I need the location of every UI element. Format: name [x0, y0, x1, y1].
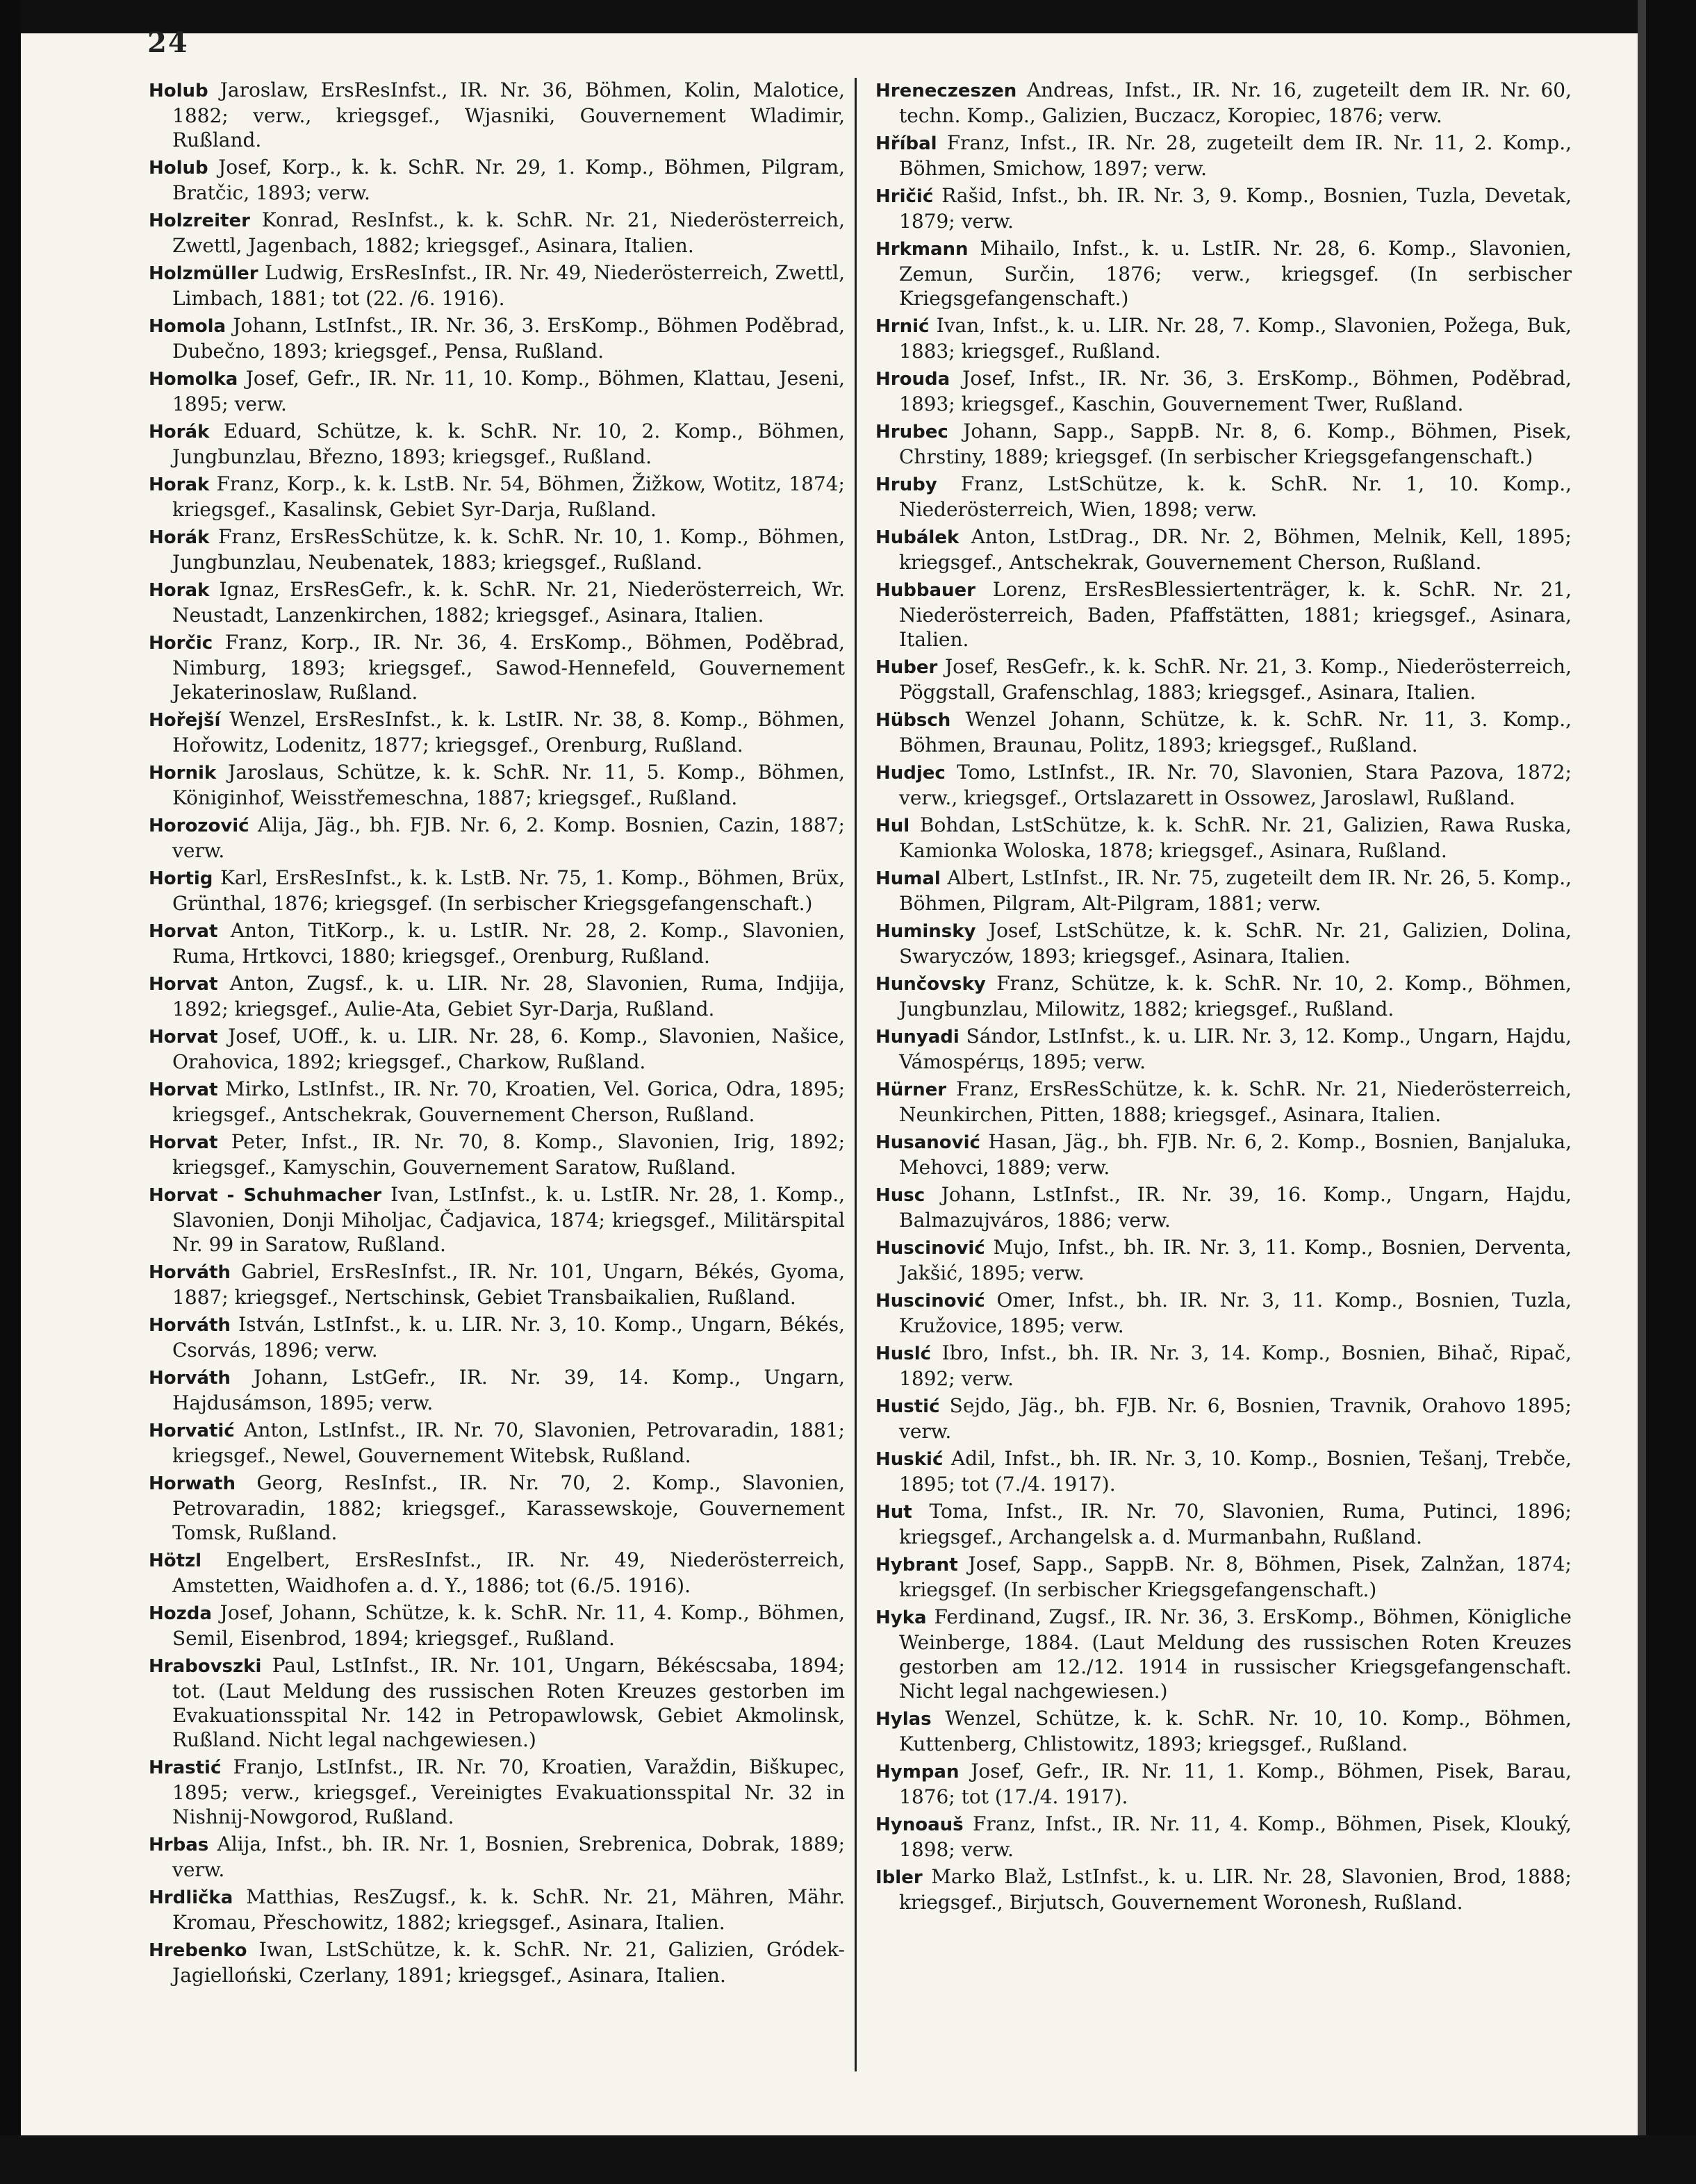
list-item [875, 472, 1572, 522]
list-item [149, 1182, 845, 1257]
list-item [875, 1759, 1572, 1809]
entry-details: Ferdinand, Zugsf., IR. Nr. 36, 3. ErsKomp., Böhmen, Königliche Weinberge, 1884. (Laut Meldung des russischen Roten Kreuzes gestorben am 12./12. 1914 in russischer Kriegsgefangenschaft. Nicht legal nachgewiesen.) [899, 1605, 1572, 1703]
list-item [875, 236, 1572, 311]
entry-surname: Hrdlička [149, 1887, 233, 1908]
entry-details: Rašid, Infst., bh. IR. Nr. 3, 9. Komp., Bosnien, Tuzla, Devetak, 1879; verw. [899, 184, 1572, 233]
entry-details: Johann, Sapp., SappB. Nr. 8, 6. Komp., Böhmen, Pisek, Chrstiny, 1889; kriegsgef. (In serbischer Kriegsgefangenschaft.) [899, 420, 1572, 468]
list-item [875, 654, 1572, 704]
entry-surname: Hubálek [875, 527, 960, 548]
entry-surname: Hornik [149, 763, 217, 784]
entry-surname: Horak [149, 474, 210, 495]
entry-surname: Horvat [149, 1079, 218, 1100]
entry-details: Johann, LstInfst., IR. Nr. 39, 16. Komp., Ungarn, Hajdu, Balmazujváros, 1886; verw. [899, 1183, 1572, 1232]
entry-surname: Horvat [149, 1132, 218, 1153]
entry-details: Josef, ResGefr., k. k. SchR. Nr. 21, 3. Komp., Niederösterreich, Pöggstall, Grafenschlag, 1883; kriegsgef., Asinara, Italien. [899, 655, 1572, 704]
entry-surname: Holzreiter [149, 210, 250, 231]
entry-surname: Ibler [875, 1867, 923, 1888]
entry-details: Franz, LstSchütze, k. k. SchR. Nr. 1, 10. Komp., Niederösterreich, Wien, 1898; verw. [899, 472, 1572, 521]
list-item [875, 577, 1572, 652]
list-item [149, 918, 845, 968]
list-item [149, 1024, 845, 1074]
entry-details: Omer, Infst., bh. IR. Nr. 3, 11. Komp., Bosnien, Tuzla, Kružovice, 1895; verw. [899, 1289, 1572, 1337]
list-item [149, 524, 845, 574]
entry-surname: Hrastić [149, 1757, 222, 1778]
entry-details: Georg, ResInfst., IR. Nr. 70, 2. Komp., Slavonien, Petrovaradin, 1882; kriegsgef., Karassewskoje, Gouvernement Tomsk, Rußland. [172, 1471, 845, 1544]
entry-details: Franjo, LstInfst., IR. Nr. 70, Kroatien, Varaždin, Biškupec, 1895; verw., kriegsgef., Vereinigtes Evakuationsspital Nr. 32 in Nishnij-Nowgorod, Rußland. [172, 1755, 845, 1828]
entry-surname: Hrbas [149, 1835, 209, 1855]
entry-details: Ivan, Infst., k. u. LIR. Nr. 28, 7. Komp., Slavonien, Požega, Buk, 1883; kriegsgef., Rußland. [899, 314, 1572, 363]
entry-details: Wenzel, Schütze, k. k. SchR. Nr. 10, 10. Komp., Böhmen, Kuttenberg, Chlistowitz, 1893; kriegsgef., Rußland. [899, 1707, 1572, 1755]
entry-details: Josef, Korp., k. k. SchR. Nr. 29, 1. Komp., Böhmen, Pilgram, Bratčic, 1893; verw. [172, 156, 846, 204]
page-number: 24 [147, 26, 189, 59]
entry-details: Alija, Jäg., bh. FJB. Nr. 6, 2. Komp. Bosnien, Cazin, 1887; verw. [172, 813, 845, 862]
entry-surname: Hrebenko [149, 1940, 247, 1961]
entry-details: Iwan, LstSchütze, k. k. SchR. Nr. 21, Galizien, Gródek-Jagielloński, Czerlany, 1891; kriegsgef., Asinara, Italien. [172, 1938, 845, 1987]
entry-surname: Holub [149, 158, 208, 179]
entry-details: Johann, LstInfst., IR. Nr. 36, 3. ErsKomp., Böhmen Poděbrad, Dubečno, 1893; kriegsgef., Pensa, Rußland. [172, 314, 845, 363]
entry-surname: Hrnić [875, 316, 930, 337]
entry-surname: Horák [149, 422, 210, 442]
entry-surname: Horwath [149, 1473, 236, 1494]
entry-surname: Hylas [875, 1709, 932, 1730]
entry-surname: Hustić [875, 1396, 940, 1417]
entry-surname: Hořejší [149, 710, 221, 731]
list-item [875, 1130, 1572, 1180]
entry-surname: Hybrant [875, 1555, 958, 1575]
entry-details: Karl, ErsResInfst., k. k. LstB. Nr. 75, 1. Komp., Böhmen, Brüx, Grünthal, 1876; kriegsgef. (In serbischer Kriegsgefangenschaft.) [172, 866, 845, 915]
entry-surname: Hübsch [875, 710, 951, 731]
entry-details: Sándor, LstInfst., k. u. LIR. Nr. 3, 12. Komp., Ungarn, Hajdu, Vámospérцs, 1895; verw. [899, 1025, 1572, 1073]
entry-surname: Horozović [149, 816, 249, 836]
list-item [875, 1499, 1572, 1549]
entry-surname: Homola [149, 316, 227, 337]
entry-details: Toma, Infst., IR. Nr. 70, Slavonien, Ruma, Putinci, 1896; kriegsgef., Archangelsk a. d. Murmanbahn, Rußland. [899, 1500, 1572, 1548]
list-item [149, 1832, 845, 1882]
entry-surname: Horvat [149, 1027, 218, 1048]
entry-details: Alija, Infst., bh. IR. Nr. 1, Bosnien, Srebrenica, Dobrak, 1889; verw. [172, 1833, 846, 1881]
entry-details: Josef, Gefr., IR. Nr. 11, 1. Komp., Böhmen, Pisek, Barau, 1876; tot (17./4. 1917). [899, 1760, 1572, 1808]
entry-details: Josef, Infst., IR. Nr. 36, 3. ErsKomp., Böhmen, Poděbrad, 1893; kriegsgef., Kaschin, Gouvernement Twer, Rußland. [899, 367, 1572, 415]
entry-details: Gabriel, ErsResInfst., IR. Nr. 101, Ungarn, Békés, Gyoma, 1887; kriegsgef., Nertschinsk, Gebiet Transbaikalien, Rußland. [172, 1260, 845, 1309]
list-item [149, 155, 845, 205]
list-item [875, 1864, 1572, 1914]
entry-details: Lorenz, ErsResBlessiertenträger, k. k. SchR. Nr. 21, Niederösterreich, Baden, Pfaffstätten, 1881; kriegsgef., Asinara, Italien. [899, 578, 1572, 651]
list-item [875, 313, 1572, 363]
entry-details: Mujo, Infst., bh. IR. Nr. 3, 11. Komp., Bosnien, Derventa, Jakšić, 1895; verw. [899, 1236, 1572, 1284]
right-column [875, 78, 1572, 1917]
list-item [149, 630, 845, 704]
entry-details: Franz, Infst., IR. Nr. 28, zugeteilt dem IR. Nr. 11, 2. Komp., Böhmen, Smichow, 1897; verw. [899, 131, 1572, 180]
list-item [149, 78, 845, 152]
entry-details: Franz, Korp., k. k. LstB. Nr. 54, Böhmen, Žižkow, Wotitz, 1874; kriegsgef., Kasalinsk, Gebiet Syr-Darja, Rußland. [172, 472, 845, 521]
entry-details: Anton, TitKorp., k. u. LstIR. Nr. 28, 2. Komp., Slavonien, Ruma, Hrtkovci, 1880; kriegsgef., Orenburg, Rußland. [172, 919, 845, 968]
scan-border-left [0, 0, 21, 2184]
entry-details: Engelbert, ErsResInfst., IR. Nr. 49, Niederösterreich, Amstetten, Waidhofen a. d. Y., 1886; tot (6./5. 1916). [172, 1548, 845, 1597]
entry-surname: Hul [875, 816, 910, 836]
entry-details: Paul, LstInfst., IR. Nr. 101, Ungarn, Békéscsaba, 1894; tot. (Laut Meldung des russischen Roten Kreuzes gestorben im Evakuationsspital Nr. 142 in Petropawlowsk, Gebiet Akmolinsk, Rußland. Nicht legal nachgewiesen.) [172, 1654, 845, 1751]
entry-details: István, LstInfst., k. u. LIR. Nr. 3, 10. Komp., Ungarn, Békés, Csorvás, 1896; verw. [172, 1313, 845, 1362]
entry-details: Jaroslaw, ErsResInfst., IR. Nr. 36, Böhmen, Kolin, Malotice, 1882; verw., kriegsgef., Wjasniki, Gouvernement Wladimir, Rußland. [172, 78, 845, 151]
list-item [149, 1653, 845, 1752]
entry-details: Tomo, LstInfst., IR. Nr. 70, Slavonien, Stara Pazova, 1872; verw., kriegsgef., Ortslazarett in Ossowez, Jaroslawl, Rußland. [899, 761, 1572, 809]
entry-details: Ignaz, ErsResGefr., k. k. SchR. Nr. 21, Niederösterreich, Wr. Neustadt, Lanzenkirchen, 1882; kriegsgef., Asinara, Italien. [172, 578, 846, 627]
entry-surname: Horák [149, 527, 210, 548]
list-item [875, 1605, 1572, 1703]
list-item [875, 760, 1572, 810]
list-item [875, 78, 1572, 128]
entry-surname: Holzmüller [149, 263, 258, 284]
list-item [149, 1471, 845, 1545]
entry-details: Franz, ErsResSchütze, k. k. SchR. Nr. 10, 1. Komp., Böhmen, Jungbunzlau, Neubenatek, 1883; kriegsgef., Rußland. [172, 525, 845, 574]
entry-surname: Husc [875, 1185, 925, 1206]
entry-surname: Hreneczeszen [875, 81, 1017, 101]
entry-surname: Homolka [149, 369, 238, 390]
entry-surname: Hympan [875, 1762, 960, 1782]
list-item [149, 866, 845, 916]
list-item [875, 1235, 1572, 1285]
entry-surname: Hrabovszki [149, 1656, 262, 1677]
list-item [875, 1182, 1572, 1232]
entry-surname: Huminsky [875, 921, 976, 942]
entry-surname: Huber [875, 657, 938, 678]
list-item [875, 1446, 1572, 1496]
list-item [149, 1548, 845, 1598]
list-item [875, 918, 1572, 968]
list-item [875, 1077, 1572, 1127]
list-item [149, 707, 845, 757]
list-item [149, 1885, 845, 1935]
list-item [875, 1812, 1572, 1862]
entry-details: Peter, Infst., IR. Nr. 70, 8. Komp., Slavonien, Irig, 1892; kriegsgef., Kamyschin, Gouvernement Saratow, Rußland. [172, 1130, 845, 1179]
entry-details: Sejdo, Jäg., bh. FJB. Nr. 6, Bosnien, Travnik, Orahovo 1895; verw. [899, 1394, 1572, 1443]
entry-details: Anton, LstInfst., IR. Nr. 70, Slavonien, Petrovaradin, 1881; kriegsgef., Newel, Gouvernement Witebsk, Rußland. [172, 1418, 845, 1467]
entry-details: Albert, LstInfst., IR. Nr. 75, zugeteilt dem IR. Nr. 26, 5. Komp., Böhmen, Pilgram, Alt-Pilgram, 1881; verw. [899, 866, 1572, 915]
entry-surname: Huscinović [875, 1291, 985, 1312]
list-item [149, 1259, 845, 1309]
list-item [149, 971, 845, 1021]
entry-details: Eduard, Schütze, k. k. SchR. Nr. 10, 2. Komp., Böhmen, Jungbunzlau, Březno, 1893; kriegsgef., Rußland. [172, 420, 845, 468]
entry-surname: Holub [149, 81, 208, 101]
entry-surname: Hynoauš [875, 1814, 964, 1835]
entry-details: Matthias, ResZugsf., k. k. SchR. Nr. 21, Mähren, Mähr. Kromau, Přeschowitz, 1882; kriegsgef., Asinara, Italien. [172, 1885, 846, 1934]
entry-surname: Horváth [149, 1262, 231, 1283]
entry-surname: Hruby [875, 474, 937, 495]
list-item [875, 1288, 1572, 1338]
entry-details: Franz, Korp., IR. Nr. 36, 4. ErsKomp., Böhmen, Poděbrad, Nimburg, 1893; kriegsgef., Sawod-Hennefeld, Gouvernement Jekaterinoslaw, Rußland. [172, 631, 845, 704]
entry-surname: Horvat [149, 974, 218, 995]
entry-details: Josef, LstSchütze, k. k. SchR. Nr. 21, Galizien, Dolina, Swaryczów, 1893; kriegsgef., Asinara, Italien. [899, 919, 1572, 968]
entry-details: Jaroslaus, Schütze, k. k. SchR. Nr. 11, 5. Komp., Böhmen, Königinhof, Weisstřemeschna, 1887; kriegsgef., Rußland. [172, 761, 845, 809]
entry-surname: Hrouda [875, 369, 950, 390]
entry-surname: Horvat [149, 921, 218, 942]
list-item [875, 971, 1572, 1021]
entry-surname: Horčic [149, 633, 213, 654]
list-item [875, 707, 1572, 757]
list-item [875, 1024, 1572, 1074]
entry-surname: Hyka [875, 1607, 927, 1628]
entry-details: Franz, ErsResSchütze, k. k. SchR. Nr. 21, Niederösterreich, Neunkirchen, Pitten, 1888; kriegsgef., Asinara, Italien. [899, 1077, 1572, 1126]
entry-surname: Horvatić [149, 1421, 235, 1441]
entry-details: Ludwig, ErsResInfst., IR. Nr. 49, Niederösterreich, Zwettl, Limbach, 1881; tot (22. /6. 1916). [172, 261, 845, 310]
entry-details: Johann, LstGefr., IR. Nr. 39, 14. Komp., Ungarn, Hajdusámson, 1895; verw. [172, 1366, 845, 1414]
list-item [875, 1706, 1572, 1756]
entry-details: Wenzel Johann, Schütze, k. k. SchR. Nr. 11, 3. Komp., Böhmen, Braunau, Politz, 1893; kriegsgef., Rußland. [899, 708, 1572, 756]
list-item [875, 524, 1572, 574]
entry-details: Konrad, ResInfst., k. k. SchR. Nr. 21, Niederösterreich, Zwettl, Jagenbach, 1882; kriegsgef., Asinara, Italien. [172, 208, 845, 257]
list-item [149, 760, 845, 810]
entry-surname: Hozda [149, 1603, 212, 1624]
entry-details: Ibro, Infst., bh. IR. Nr. 3, 14. Komp., Bosnien, Bihač, Ripač, 1892; verw. [899, 1341, 1572, 1390]
entry-details: Franz, Schütze, k. k. SchR. Nr. 10, 2. Komp., Böhmen, Jungbunzlau, Milowitz, 1882; kriegsgef., Rußland. [899, 972, 1572, 1020]
entry-details: Mirko, LstInfst., IR. Nr. 70, Kroatien, Vel. Gorica, Odra, 1895; kriegsgef., Antschekrak, Gouvernement Cherson, Rußland. [172, 1077, 846, 1126]
list-item [875, 1552, 1572, 1602]
list-item [149, 366, 845, 416]
list-item [875, 366, 1572, 416]
list-item [149, 813, 845, 863]
entry-surname: Hunyadi [875, 1027, 960, 1048]
entry-details: Bohdan, LstSchütze, k. k. SchR. Nr. 21, Galizien, Rawa Ruska, Kamionka Woloska, 1878; kriegsgef., Asinara, Rußland. [899, 813, 1572, 862]
list-item [149, 208, 845, 258]
entry-surname: Hürner [875, 1079, 947, 1100]
list-item [875, 183, 1572, 233]
list-item [149, 313, 845, 363]
entry-surname: Huscinović [875, 1238, 985, 1259]
list-item [149, 1600, 845, 1651]
column-divider [855, 78, 857, 2071]
list-item [149, 472, 845, 522]
entry-details: Anton, Zugsf., k. u. LIR. Nr. 28, Slavonien, Ruma, Indjija, 1892; kriegsgef., Aulie-Ata, Gebiet Syr-Darja, Rußland. [172, 972, 845, 1020]
list-item [149, 1077, 845, 1127]
entry-surname: Hortig [149, 868, 213, 889]
entry-details: Ivan, LstInfst., k. u. LstIR. Nr. 28, 1. Komp., Slavonien, Donji Miholjac, Čadjavica, 1874; kriegsgef., Militärspital Nr. 99 in Saratow, Rußland. [172, 1183, 845, 1256]
entry-surname: Humal [875, 868, 941, 889]
list-item [149, 577, 845, 627]
entry-details: Andreas, Infst., IR. Nr. 16, zugeteilt dem IR. Nr. 60, techn. Komp., Galizien, Buczacz, Koropiec, 1876; verw. [899, 78, 1572, 127]
entry-surname: Horváth [149, 1315, 231, 1336]
entry-details: Franz, Infst., IR. Nr. 11, 4. Komp., Böhmen, Pisek, Klouký, 1898; verw. [899, 1812, 1572, 1861]
entry-surname: Hříbal [875, 133, 937, 154]
list-item [875, 1393, 1572, 1443]
entry-details: Adil, Infst., bh. IR. Nr. 3, 10. Komp., Bosnien, Tešanj, Trebče, 1895; tot (7./4. 1917). [899, 1447, 1572, 1496]
entry-surname: Hut [875, 1502, 912, 1523]
entry-surname: Husanović [875, 1132, 980, 1153]
scan-border-right [1646, 0, 1696, 2184]
list-item [875, 813, 1572, 863]
scan-border-top [0, 0, 1696, 33]
entry-surname: Huskić [875, 1449, 944, 1470]
entry-surname: Horak [149, 580, 210, 601]
list-item [149, 1130, 845, 1180]
list-item [149, 260, 845, 311]
entry-surname: Hudjec [875, 763, 946, 784]
list-item [149, 1937, 845, 1987]
entry-surname: Hrubec [875, 422, 948, 442]
list-item [875, 419, 1572, 469]
entry-details: Josef, Sapp., SappB. Nr. 8, Böhmen, Pisek, Zalnžan, 1874; kriegsgef. (In serbischer Kriegsgefangenschaft.) [899, 1553, 1572, 1601]
entry-surname: Hunčovsky [875, 974, 986, 995]
list-item [149, 1755, 845, 1829]
entry-surname: Horváth [149, 1368, 231, 1389]
list-item [149, 419, 845, 469]
left-column [149, 78, 845, 1990]
entry-details: Josef, Gefr., IR. Nr. 11, 10. Komp., Böhmen, Klattau, Jeseni, 1895; verw. [172, 367, 845, 415]
entry-details: Anton, LstDrag., DR. Nr. 2, Böhmen, Melnik, Kell, 1895; kriegsgef., Antschekrak, Gouvernement Cherson, Rußland. [899, 525, 1572, 574]
entry-details: Marko Blaž, LstInfst., k. u. LIR. Nr. 28, Slavonien, Brod, 1888; kriegsgef., Birjutsch, Gouvernement Woronesh, Rußland. [899, 1865, 1572, 1914]
entry-details: Josef, UOff., k. u. LIR. Nr. 28, 6. Komp., Slavonien, Našice, Orahovica, 1892; kriegsgef., Charkow, Rußland. [172, 1025, 845, 1073]
entry-surname: Horvat - Schuhmacher [149, 1185, 382, 1206]
entry-surname: Huslć [875, 1343, 932, 1364]
entry-surname: Hričić [875, 186, 934, 207]
entry-details: Hasan, Jäg., bh. FJB. Nr. 6, 2. Komp., Bosnien, Banjaluka, Mehovci, 1889; verw. [899, 1130, 1572, 1179]
entry-surname: Hrkmann [875, 239, 969, 260]
entry-details: Mihailo, Infst., k. u. LstIR. Nr. 28, 6. Komp., Slavonien, Zemun, Surčin, 1876; verw., kriegsgef. (In serbischer Kriegsgefangenschaft.) [899, 237, 1572, 310]
entry-details: Josef, Johann, Schütze, k. k. SchR. Nr. 11, 4. Komp., Böhmen, Semil, Eisenbrod, 1894; kriegsgef., Rußland. [172, 1601, 845, 1650]
entry-surname: Hötzl [149, 1550, 202, 1571]
scan-border-right-inner [1638, 0, 1646, 2184]
list-item [875, 866, 1572, 916]
entry-details: Wenzel, ErsResInfst., k. k. LstIR. Nr. 38, 8. Komp., Böhmen, Hořowitz, Lodenitz, 1877; kriegsgef., Orenburg, Rußland. [172, 708, 845, 756]
list-item [149, 1365, 845, 1415]
scan-border-bottom [0, 2135, 1696, 2184]
list-item [149, 1418, 845, 1468]
list-item [149, 1312, 845, 1362]
list-item [875, 131, 1572, 181]
list-item [875, 1341, 1572, 1391]
entry-surname: Hubbauer [875, 580, 976, 601]
